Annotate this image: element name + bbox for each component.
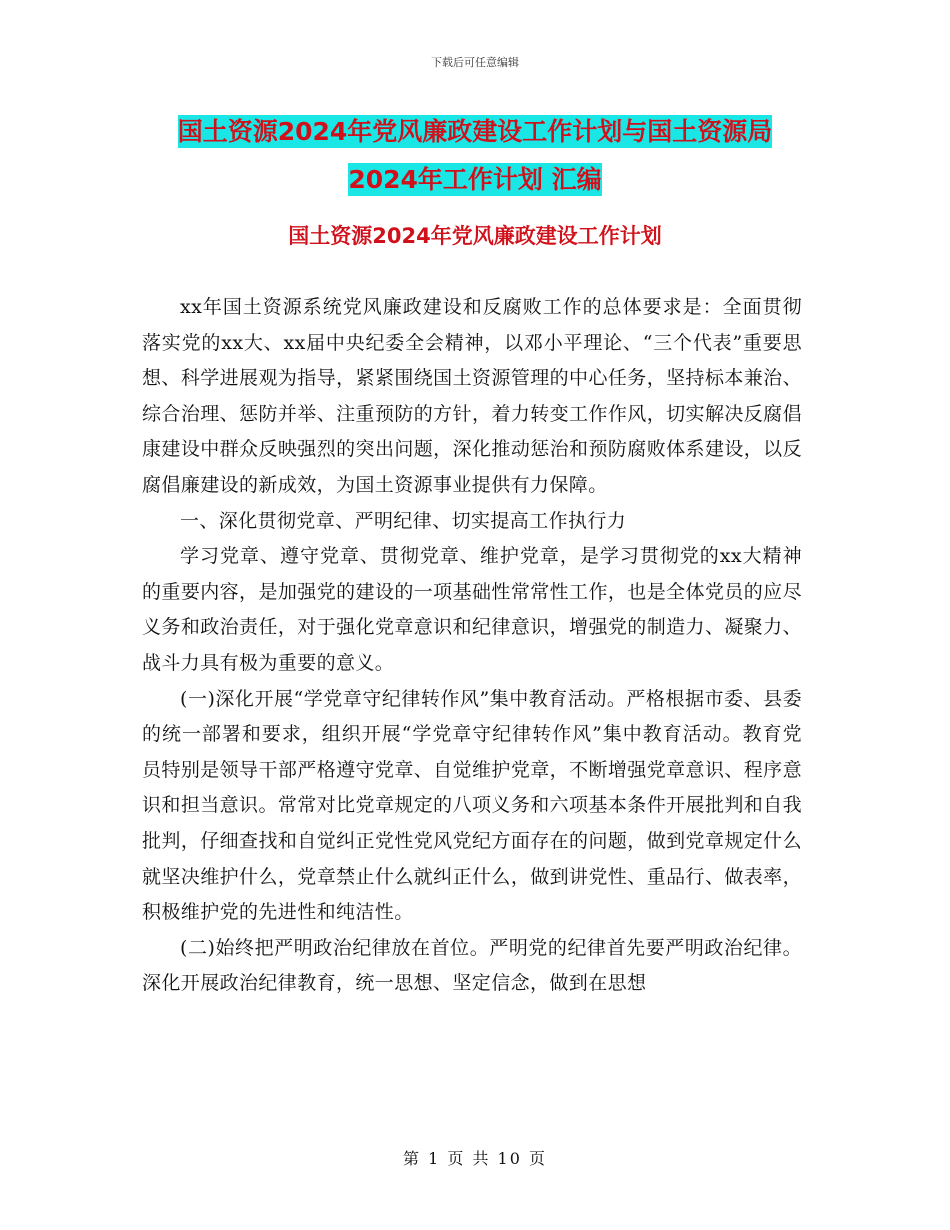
heading-section-1: 一、深化贯彻党章、严明纪律、切实提高工作执行力 — [180, 509, 627, 532]
paragraph-item-2: (二)始终把严明政治纪律放在首位。严明党的纪律首先要严明政治纪律。深化开展政治纪律教育，统一思想、坚定信念，做到在思想 — [142, 936, 802, 995]
section-title: 国土资源2024年党风廉政建设工作计划 — [288, 224, 662, 248]
paragraph-section-1: 学习党章、遵守党章、贯彻党章、维护党章，是学习贯彻党的xx大精神的重要内容，是加强党的建设的一项基础性常常性工作，也是全体党员的应尽义务和政治责任，对于强化党章意识和纪律意识，增强党的制造力、凝聚力、战斗力具有极为重要的意义。 — [142, 545, 802, 674]
page-header-note: 下载后可任意编辑 — [431, 56, 519, 69]
document-body — [142, 290, 802, 1002]
page-footer: 第 1 页 共 10 页 — [403, 1149, 547, 1168]
document-title-line2: 2024年工作计划 汇编 — [348, 165, 602, 194]
paragraph-item-1: (一)深化开展“学党章守纪律转作风”集中教育活动。严格根据市委、县委的统一部署和要求，组织开展“学党章守纪律转作风”集中教育活动。教育党员特别是领导干部严格遵守党章、自觉维护党章，不断增强党章意识、程序意识和担当意识。常常对比党章规定的八项义务和六项基本条件开展批判和自我批判，仔细查找和自觉纠正党性党风党纪方面存在的问题，做到党章规定什么就坚决维护什么，党章禁止什么就纠正什么，做到讲党性、重品行、做表率，积极维护党的先进性和纯洁性。 — [142, 687, 802, 924]
document-title — [142, 108, 808, 204]
document-title-line1: 国土资源2024年党风廉政建设工作计划与国土资源局 — [177, 117, 773, 146]
paragraph-intro: xx年国土资源系统党风廉政建设和反腐败工作的总体要求是：全面贯彻落实党的xx大、xx届中央纪委全会精神，以邓小平理论、“三个代表”重要思想、科学进展观为指导，紧紧围绕国土资源管理的中心任务，坚持标本兼治、综合治理、惩防并举、注重预防的方针，着力转变工作作风，切实解决反腐倡康建设中群众反映强烈的突出问题，深化推动惩治和预防腐败体系建设，以反腐倡廉建设的新成效，为国土资源事业提供有力保障。 — [142, 296, 802, 496]
